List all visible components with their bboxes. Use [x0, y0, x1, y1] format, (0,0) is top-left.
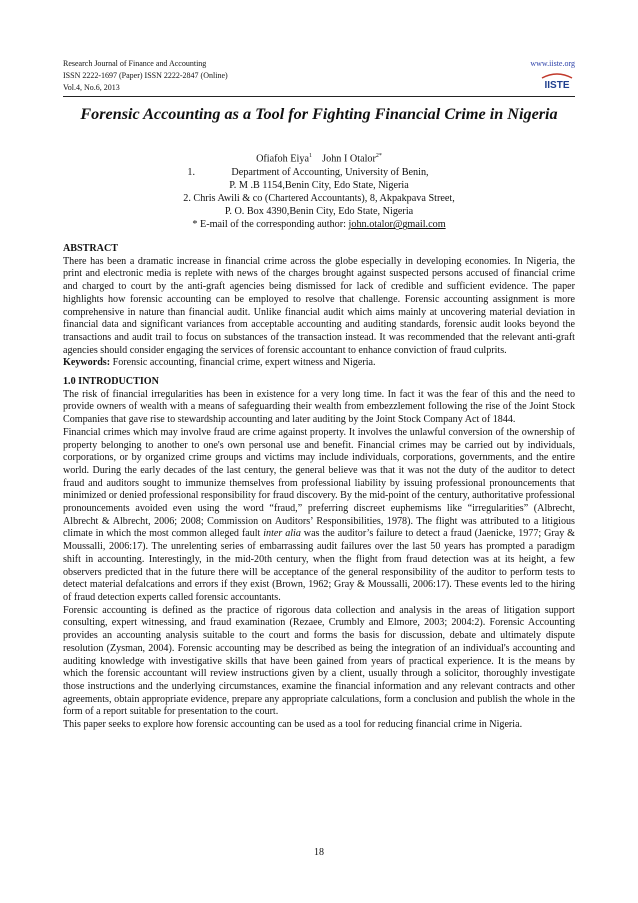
- author-names: [63, 150, 575, 166]
- keywords-text: Forensic accounting, financial crime, expert witness and Nigeria.: [110, 357, 376, 369]
- iiste-logo: [540, 72, 574, 90]
- intro-paragraph-3: Forensic accounting is defined as the practice of rigorous data collection and analysis in the areas of litigation support consulting, expert witnessing, and fraud examination (Rezaee, Crumbly and Elmore, 2003; 2004:2). Forensic Accounting provides an accounting analysis suitable to the court and forms the basis for discussion, debate and ultimately dispute resolution (Zysman, 2004). Forensic accounting may be described as being the integration of an individual's accounting and auditing knowledge with investigative skills that have been gained from years of practical experience. It is the means by which the forensic accountant will review instructions given by a client, usually through a solicitor, thoroughly investigate those instructions and the underlying circumstances, examine the financial information and any relevant contracts and other agreements, obtain appropriate evidence, prepare any appropriate calculations, form a conclusion and publish the whole in the form of a report suitable for presentation to the court.: [63, 604, 575, 718]
- journal-volume: Vol.4, No.6, 2013: [63, 83, 120, 92]
- intro-paragraph-2: [63, 427, 575, 605]
- email-link[interactable]: john.otalor@gmail.com: [348, 219, 446, 231]
- affiliation-1-line2: P. M .B 1154,Benin City, Edo State, Nigeria: [229, 179, 409, 191]
- journal-issn: ISSN 2222-1697 (Paper) ISSN 2222-2847 (Online): [63, 71, 228, 80]
- author-b-sup: 2*: [375, 153, 382, 159]
- journal-url[interactable]: www.iiste.org: [530, 59, 575, 68]
- author-a: Ofiafoh Eiya: [256, 153, 309, 165]
- email-prefix: * E-mail of the corresponding author:: [192, 219, 349, 231]
- affiliation-1: [63, 166, 575, 179]
- page-number: 18: [314, 847, 324, 858]
- authors-block: [63, 150, 575, 232]
- author-a-sup: 1: [308, 153, 312, 159]
- intro-paragraph-1: The risk of financial irregularities has been in existence for a very long time. In fact it was the fear of this and the need to provide owners of wealth with a means of safeguarding their wealth from embezzlement following the rise of the Joint Stock Companies that gave rise to stewardship accounting and later auditing by the Joint Stock Company Act of 1844.: [63, 388, 575, 426]
- affiliation-2-line1: 2. Chris Awili & co (Chartered Accountants), 8, Akpakpava Street,: [183, 193, 455, 204]
- paper-body: [63, 243, 575, 732]
- affiliation-1-num: 1.: [187, 166, 196, 178]
- author-b: John I Otalor: [322, 153, 376, 165]
- abstract-heading: ABSTRACT: [63, 243, 118, 254]
- journal-header: [63, 58, 575, 94]
- email-line: [63, 218, 575, 231]
- affiliation-1-line1: Department of Accounting, University of Benin,: [231, 166, 429, 178]
- intro-p2-part-b: was the auditor’s failure to detect a fraud (Jaenicke, 1977; Gray & Moussalli, 2006:17). The unrelenting series of embarrassing audit failures over the last 50 years has prompted a paradigm shift in accounting. Interestingly, in the mid-20th century, when the flight from fraud detection was at its height, a few observers predicted that in the future there will be acceptance of the general responsibility of the auditor to perform tests to detect material defalcations and errors if they exist (Brown, 1962; Gray & Moussalli, 2006:17). These events led to the hiring of fraud detection experts called forensic accountants.: [63, 528, 575, 603]
- intro-p2-part-a: Financial crimes which may involve fraud are crime against property. It involves the unlawful conversion of the ownership of property belonging to another to one's own personal use and benefit. Financial crimes may be carried out by individuals, corporations, or by organized crime groups and victims may include individuals, corporations, governments, and the entire world. During the early decades of the last century, the general believe was that it was not the duty of the auditor to detect fraud and auditors sought to immunize themselves from professional liability by issuing professional pronouncements that minimized or denied professional responsibility for fraud discovery. By the mid-point of the century, authoritative professional pronouncements avoided even using the word “fraud,” preferring discreet euphemisms like “irregularities” (Albrecht, Albrecht & Albrecht, 2006; 2008; Commission on Auditors’ Responsibilities, 1978). The flight was attributed to a litigious climate in which the most common alleged fault: [63, 426, 575, 540]
- logo-text: IISTE: [544, 80, 570, 90]
- keywords-line: [63, 357, 575, 370]
- keywords-label: Keywords:: [63, 357, 111, 369]
- abstract-text: There has been a dramatic increase in financial crime across the globe especially in developing economies. In Nigeria, the print and electronic media is replete with news of the charges brought against suspected persons accused of financial crime and charged to court by the anti-graft agencies being dismissed for lack of credible and sufficient evidence. The paper highlights how forensic accounting can be employed to resolve that challenge. Forensic accounting assignment is more comprehensive in nature than financial audit. Unlike financial audit which aims mainly at uncovering material deviation in financial data and significant variances from acceptable accounting and auditing standards, forensic audit looks beyond the transactions and audit trail to focus on substances of the transaction instead. It was recommended that the relevant anti-graft agencies should consider engaging the services of forensic accountant to enhance conviction of fraud culprits.: [63, 255, 575, 356]
- intro-paragraph-4: This paper seeks to explore how forensic accounting can be used as a tool for reducing financial crime in Nigeria.: [63, 719, 523, 731]
- intro-p2-italic: inter alia: [263, 528, 301, 540]
- intro-heading: 1.0 INTRODUCTION: [63, 376, 159, 388]
- journal-name: Research Journal of Finance and Accounting: [63, 59, 207, 68]
- paper-title: Forensic Accounting as a Tool for Fighting Financial Crime in Nigeria: [80, 105, 558, 123]
- affiliation-2-line2: P. O. Box 4390,Benin City, Edo State, Nigeria: [224, 206, 414, 218]
- header-rule: [63, 96, 575, 97]
